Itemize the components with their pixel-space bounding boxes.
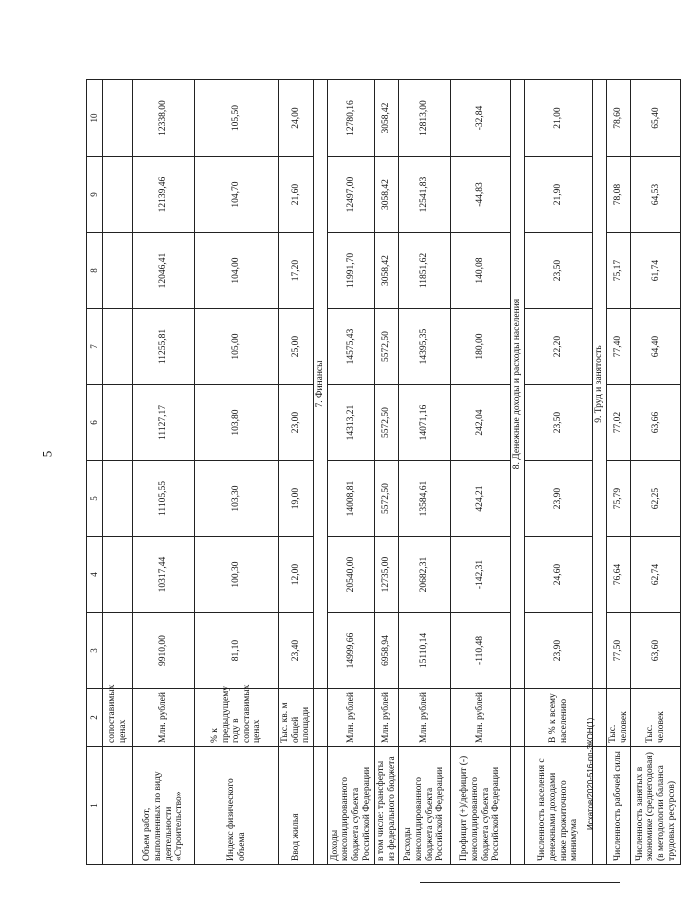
value-cell: 21,90	[525, 157, 593, 233]
value-cell: 22,20	[525, 309, 593, 385]
value-cell: -110,48	[451, 613, 511, 689]
column-header: 7	[87, 309, 103, 385]
value-cell: 424,21	[451, 461, 511, 537]
value-cell: 20540,00	[327, 537, 374, 613]
indicator-name: Объем работ, выполненных по виду деятельности «Строительство»	[133, 747, 195, 865]
empty-cell	[103, 537, 133, 613]
value-cell: 11105,55	[133, 461, 195, 537]
value-cell: 63,60	[631, 613, 681, 689]
value-cell: 19,00	[279, 461, 314, 537]
value-cell: 5572,50	[374, 309, 398, 385]
value-cell: 103,80	[195, 385, 279, 461]
indicator-name: Доходы консолидированного бюджета субъекта Российской Федерации	[327, 747, 374, 865]
value-cell: 14313,21	[327, 385, 374, 461]
column-header: 8	[87, 233, 103, 309]
value-cell: 3058,42	[374, 157, 398, 233]
empty-cell	[511, 689, 525, 747]
table-row	[607, 80, 631, 865]
value-cell: 103,30	[195, 461, 279, 537]
value-cell: 12139,46	[133, 157, 195, 233]
table-row	[374, 80, 398, 865]
unit-cell: Тыс. человек	[607, 689, 631, 747]
table-row	[451, 80, 511, 865]
value-cell: 5572,50	[374, 385, 398, 461]
empty-cell	[313, 689, 327, 747]
value-cell: 3058,42	[374, 80, 398, 157]
value-cell: 65,40	[631, 80, 681, 157]
value-cell: 12735,00	[374, 537, 398, 613]
indicator-name: Численность рабочей силы	[607, 747, 631, 865]
empty-cell	[103, 309, 133, 385]
value-cell: 75,79	[607, 461, 631, 537]
value-cell: 12338,00	[133, 80, 195, 157]
indicator-name: в том числе: трансферты из федерального бюджета	[374, 747, 398, 865]
unit-cell: Млн. рублей	[399, 689, 451, 747]
footer-text: Исхатов/2020-516-пп-ЭКОН(1)	[586, 717, 595, 830]
value-cell: 10317,44	[133, 537, 195, 613]
unit-cell: Тыс. человек	[631, 689, 681, 747]
unit-cell: сопоставимых ценах	[103, 689, 133, 747]
unit-cell: В % к всему населению	[525, 689, 593, 747]
value-cell: 17,20	[279, 233, 314, 309]
value-cell: 11851,62	[399, 233, 451, 309]
value-cell: 76,64	[607, 537, 631, 613]
indicator-name: Ввод жилья	[279, 747, 314, 865]
value-cell: 14999,66	[327, 613, 374, 689]
value-cell: 23,50	[525, 385, 593, 461]
table-row	[279, 80, 314, 865]
section-row	[313, 80, 327, 865]
unit-cell: Млн. рублей	[133, 689, 195, 747]
value-cell: 23,90	[525, 461, 593, 537]
value-cell: 104,70	[195, 157, 279, 233]
empty-cell	[103, 747, 133, 865]
value-cell: 25,00	[279, 309, 314, 385]
table-area	[86, 80, 677, 865]
value-cell: 77,50	[607, 613, 631, 689]
table-row	[133, 80, 195, 865]
indicator-name: Численность занятых в экономике (среднегодовая) (в методологии баланса трудовых ресурсов)	[631, 747, 681, 865]
value-cell: 63,66	[631, 385, 681, 461]
value-cell: -44,83	[451, 157, 511, 233]
value-cell: 5572,50	[374, 461, 398, 537]
value-cell: 61,74	[631, 233, 681, 309]
value-cell: 78,60	[607, 80, 631, 157]
value-cell: 23,50	[525, 233, 593, 309]
continuation-row	[103, 80, 133, 865]
empty-cell	[511, 747, 525, 865]
column-header: 4	[87, 537, 103, 613]
value-cell: 105,50	[195, 80, 279, 157]
value-cell: 12,00	[279, 537, 314, 613]
column-header: 1	[87, 747, 103, 865]
value-cell: 11255,81	[133, 309, 195, 385]
table-row	[525, 80, 593, 865]
value-cell: 12046,41	[133, 233, 195, 309]
unit-cell: Тыс. кв. м общей площади	[279, 689, 314, 747]
value-cell: 62,74	[631, 537, 681, 613]
column-header: 9	[87, 157, 103, 233]
empty-cell	[103, 613, 133, 689]
empty-cell	[103, 80, 133, 157]
indicator-name: Расходы консолидированного бюджета субъекта Российской Федерации	[399, 747, 451, 865]
value-cell: 100,30	[195, 537, 279, 613]
value-cell: 104,00	[195, 233, 279, 309]
section-title: 8. Денежные доходы и расходы населения	[511, 80, 525, 689]
value-cell: 9910,00	[133, 613, 195, 689]
value-cell: 13584,61	[399, 461, 451, 537]
value-cell: 105,00	[195, 309, 279, 385]
value-cell: 23,40	[279, 613, 314, 689]
column-header: 3	[87, 613, 103, 689]
section-row	[511, 80, 525, 865]
value-cell: 75,17	[607, 233, 631, 309]
empty-cell	[103, 461, 133, 537]
table-row	[631, 80, 681, 865]
value-cell: 11991,70	[327, 233, 374, 309]
value-cell: 23,90	[525, 613, 593, 689]
value-cell: 24,00	[279, 80, 314, 157]
value-cell: 20682,31	[399, 537, 451, 613]
unit-cell: Млн. рублей	[374, 689, 398, 747]
empty-cell	[313, 747, 327, 865]
unit-cell: % к предыдущему году в сопоставимых ценах	[195, 689, 279, 747]
section-title: 9. Труд и занятость	[593, 80, 607, 689]
bottom-rule	[420, 882, 620, 883]
indicator-name: Индекс физического объема	[195, 747, 279, 865]
value-cell: 242,04	[451, 385, 511, 461]
column-header: 6	[87, 385, 103, 461]
column-header: 5	[87, 461, 103, 537]
table-row	[399, 80, 451, 865]
value-cell: 12497,00	[327, 157, 374, 233]
value-cell: 12541,83	[399, 157, 451, 233]
value-cell: 12780,16	[327, 80, 374, 157]
value-cell: 3058,42	[374, 233, 398, 309]
value-cell: 64,40	[631, 309, 681, 385]
section-title: 7. Финансы	[313, 80, 327, 689]
value-cell: 24,60	[525, 537, 593, 613]
value-cell: 21,60	[279, 157, 314, 233]
value-cell: 15110,14	[399, 613, 451, 689]
empty-cell	[103, 233, 133, 309]
value-cell: 77,40	[607, 309, 631, 385]
value-cell: 81,10	[195, 613, 279, 689]
header-row	[87, 80, 103, 865]
column-header: 10	[87, 80, 103, 157]
value-cell: 12813,00	[399, 80, 451, 157]
indicator-name: Профицит (+)/дефицит (-) консолидированного бюджета субъекта Российской Федерации	[451, 747, 511, 865]
value-cell: 180,00	[451, 309, 511, 385]
page-number: 5	[39, 450, 55, 458]
value-cell: -32,84	[451, 80, 511, 157]
column-header: 2	[87, 689, 103, 747]
unit-cell: Млн. рублей	[451, 689, 511, 747]
value-cell: 77,02	[607, 385, 631, 461]
value-cell: 14008,81	[327, 461, 374, 537]
empty-cell	[103, 385, 133, 461]
table-row	[327, 80, 374, 865]
value-cell: 21,00	[525, 80, 593, 157]
value-cell: -142,31	[451, 537, 511, 613]
value-cell: 6958,94	[374, 613, 398, 689]
value-cell: 23,00	[279, 385, 314, 461]
value-cell: 11127,17	[133, 385, 195, 461]
value-cell: 64,53	[631, 157, 681, 233]
value-cell: 140,08	[451, 233, 511, 309]
unit-cell: Млн. рублей	[327, 689, 374, 747]
value-cell: 78,08	[607, 157, 631, 233]
value-cell: 14395,35	[399, 309, 451, 385]
value-cell: 14575,43	[327, 309, 374, 385]
indicator-name: Численность населения с денежными доходами ниже прожиточного минимума	[525, 747, 593, 865]
value-cell: 62,25	[631, 461, 681, 537]
value-cell: 14071,16	[399, 385, 451, 461]
table-row	[195, 80, 279, 865]
empty-cell	[103, 157, 133, 233]
